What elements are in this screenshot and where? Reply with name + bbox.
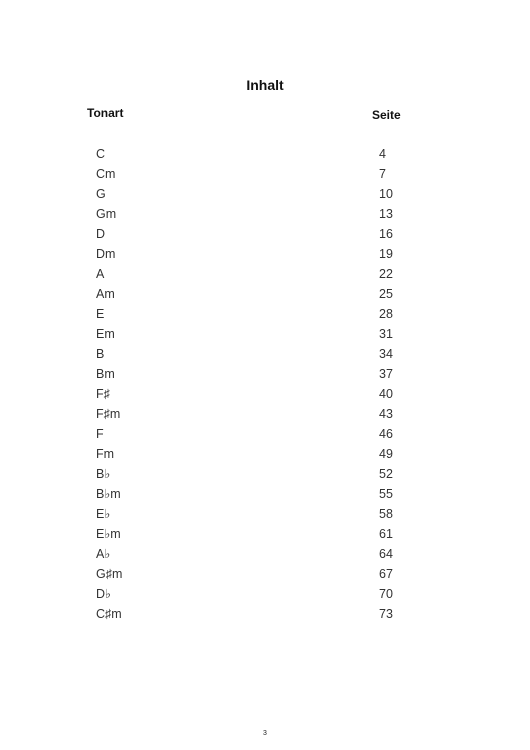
toc-row <box>0 484 530 504</box>
column-header-page: Seite <box>372 108 401 122</box>
toc-page: 52 <box>379 467 393 481</box>
toc-row <box>0 264 530 284</box>
toc-key: A <box>96 267 105 281</box>
toc-row <box>0 344 530 364</box>
toc-key: Dm <box>96 247 116 261</box>
toc-key: E <box>96 307 105 321</box>
toc-key: Fm <box>96 447 115 461</box>
toc-row <box>0 424 530 444</box>
toc-row <box>0 524 530 544</box>
toc-page: 55 <box>379 487 393 501</box>
toc-key: Em <box>96 327 115 341</box>
toc-page: 73 <box>379 607 393 621</box>
toc-key: D♭ <box>96 587 111 601</box>
page-number: 3 <box>263 730 267 737</box>
toc-row <box>0 544 530 564</box>
toc-key: F♯m <box>96 407 121 421</box>
toc-key: A♭ <box>96 547 111 561</box>
toc-key: B <box>96 347 105 361</box>
toc-key: B♭m <box>96 487 121 501</box>
toc-row <box>0 304 530 324</box>
column-header-key: Tonart <box>87 106 124 120</box>
toc-page: 46 <box>379 427 393 441</box>
toc-page: 31 <box>379 327 393 341</box>
toc-row <box>0 144 530 164</box>
toc-row <box>0 384 530 404</box>
toc-page: 58 <box>379 507 393 521</box>
toc-page: 19 <box>379 247 393 261</box>
toc-key: F♯ <box>96 387 110 401</box>
toc-page: 25 <box>379 287 393 301</box>
toc-row <box>0 224 530 244</box>
toc-page: 67 <box>379 567 393 581</box>
toc-page: 70 <box>379 587 393 601</box>
toc-key: C♯m <box>96 607 122 621</box>
toc-row <box>0 364 530 384</box>
toc-row <box>0 564 530 584</box>
toc-row <box>0 204 530 224</box>
toc-key: E♭ <box>96 507 111 521</box>
toc-row <box>0 244 530 264</box>
toc-key: G♯m <box>96 567 123 581</box>
toc-key: B♭ <box>96 467 111 481</box>
toc-page: 64 <box>379 547 393 561</box>
toc-key: Am <box>96 287 115 301</box>
toc-page: 16 <box>379 227 393 241</box>
page-title: Inhalt <box>246 77 284 93</box>
table-of-contents <box>0 144 530 624</box>
toc-page: 40 <box>379 387 393 401</box>
toc-page: 22 <box>379 267 393 281</box>
toc-key: Gm <box>96 207 117 221</box>
toc-row <box>0 604 530 624</box>
toc-key: D <box>96 227 106 241</box>
toc-page: 4 <box>379 147 386 161</box>
toc-key: Cm <box>96 167 116 181</box>
toc-row <box>0 464 530 484</box>
toc-page: 37 <box>379 367 393 381</box>
toc-row <box>0 444 530 464</box>
toc-page: 10 <box>379 187 393 201</box>
toc-page: 61 <box>379 527 393 541</box>
toc-page: 49 <box>379 447 393 461</box>
toc-page: 7 <box>379 167 386 181</box>
toc-row <box>0 404 530 424</box>
toc-key: G <box>96 187 106 201</box>
toc-page: 28 <box>379 307 393 321</box>
toc-key: F <box>96 427 104 441</box>
toc-row <box>0 284 530 304</box>
toc-page: 43 <box>379 407 393 421</box>
toc-key: Bm <box>96 367 115 381</box>
toc-page: 13 <box>379 207 393 221</box>
toc-page: 34 <box>379 347 393 361</box>
toc-row <box>0 504 530 524</box>
toc-row <box>0 184 530 204</box>
toc-row <box>0 584 530 604</box>
toc-key: C <box>96 147 106 161</box>
toc-row <box>0 324 530 344</box>
toc-row <box>0 164 530 184</box>
toc-key: E♭m <box>96 527 121 541</box>
